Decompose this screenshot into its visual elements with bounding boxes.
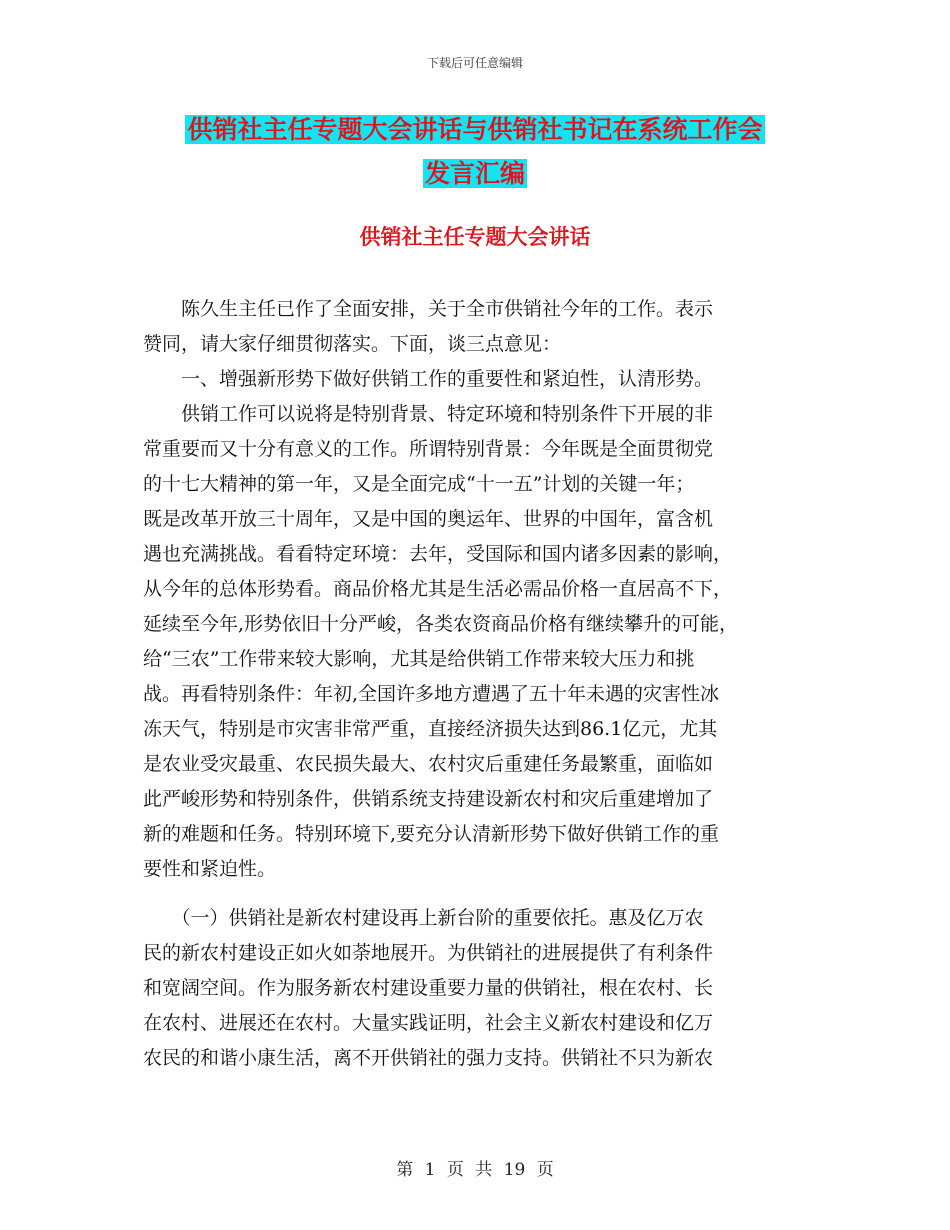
text-line: 在农村、进展还在农村。大量实践证明，社会主义新农村建设和亿万 bbox=[143, 1012, 714, 1034]
text-line: 延续至今年,形势依旧十分严峻，各类农资商品价格有继续攀升的可能， bbox=[143, 613, 739, 635]
text-line: 要性和紧迫性。 bbox=[143, 858, 277, 880]
text-line: 的十七大精神的第一年，又是全面完成“十一五”计划的关键一年； bbox=[143, 473, 695, 495]
title-line-2: 发言汇编 bbox=[424, 159, 525, 188]
text-line: 遇也充满挑战。看看特定环境：去年，受国际和国内诸多因素的影响， bbox=[143, 543, 733, 565]
text-line: 民的新农村建设正如火如荼地展开。为供销社的进展提供了有利条件 bbox=[143, 942, 714, 964]
text-line: 一、增强新形势下做好供销工作的重要性和紧迫性，认清形势。 bbox=[143, 368, 714, 390]
text-line: 从今年的总体形势看。商品价格尤其是生活必需品价格一直居高不下， bbox=[143, 578, 733, 600]
text-line: 冻天气，特别是市灾害非常严重，直接经济损失达到86.1亿元，尤其 bbox=[143, 718, 718, 740]
text-line: 是农业受灾最重、农民损失最大、农村灾后重建任务最繁重，面临如 bbox=[143, 753, 714, 775]
title-line-1: 供销社主任专题大会讲话与供销社书记在系统工作会 bbox=[187, 115, 763, 144]
text-line: 给“三农”工作带来较大影响，尤其是给供销工作带来较大压力和挑 bbox=[143, 648, 695, 670]
text-line: 农民的和谐小康生活，离不开供销社的强力支持。供销社不只为新农 bbox=[143, 1047, 714, 1069]
text-line: 赞同，请大家仔细贯彻落实。下面，谈三点意见： bbox=[143, 333, 562, 355]
text-line: 此严峻形势和特别条件，供销系统支持建设新农村和灾后重建增加了 bbox=[143, 788, 714, 810]
body-text bbox=[143, 292, 823, 1076]
text-line: 战。再看特别条件：年初,全国许多地方遭遇了五十年未遇的灾害性冰 bbox=[143, 683, 720, 705]
text-line: 既是改革开放三十周年，又是中国的奥运年、世界的中国年，富含机 bbox=[143, 508, 714, 530]
paragraph-gap bbox=[143, 887, 823, 901]
document-title bbox=[0, 108, 950, 196]
text-line: 陈久生主任已作了全面安排，关于全市供销社今年的工作。表示 bbox=[143, 298, 714, 320]
section-title: 供销社主任专题大会讲话 bbox=[359, 225, 591, 249]
text-line: 新的难题和任务。特别环境下,要充分认清新形势下做好供销工作的重 bbox=[143, 823, 720, 845]
text-line: （一）供销社是新农村建设再上新台阶的重要依托。惠及亿万农 bbox=[143, 907, 704, 929]
text-line: 供销工作可以说将是特别背景、特定环境和特别条件下开展的非 bbox=[143, 403, 714, 425]
text-line: 和宽阔空间。作为服务新农村建设重要力量的供销社，根在农村、长 bbox=[143, 977, 714, 999]
header-note: 下载后可任意编辑 bbox=[426, 56, 523, 70]
page-footer: 第 1 页 共 19 页 bbox=[396, 1160, 554, 1180]
text-line: 常重要而又十分有意义的工作。所谓特别背景：今年既是全面贯彻党 bbox=[143, 438, 714, 460]
